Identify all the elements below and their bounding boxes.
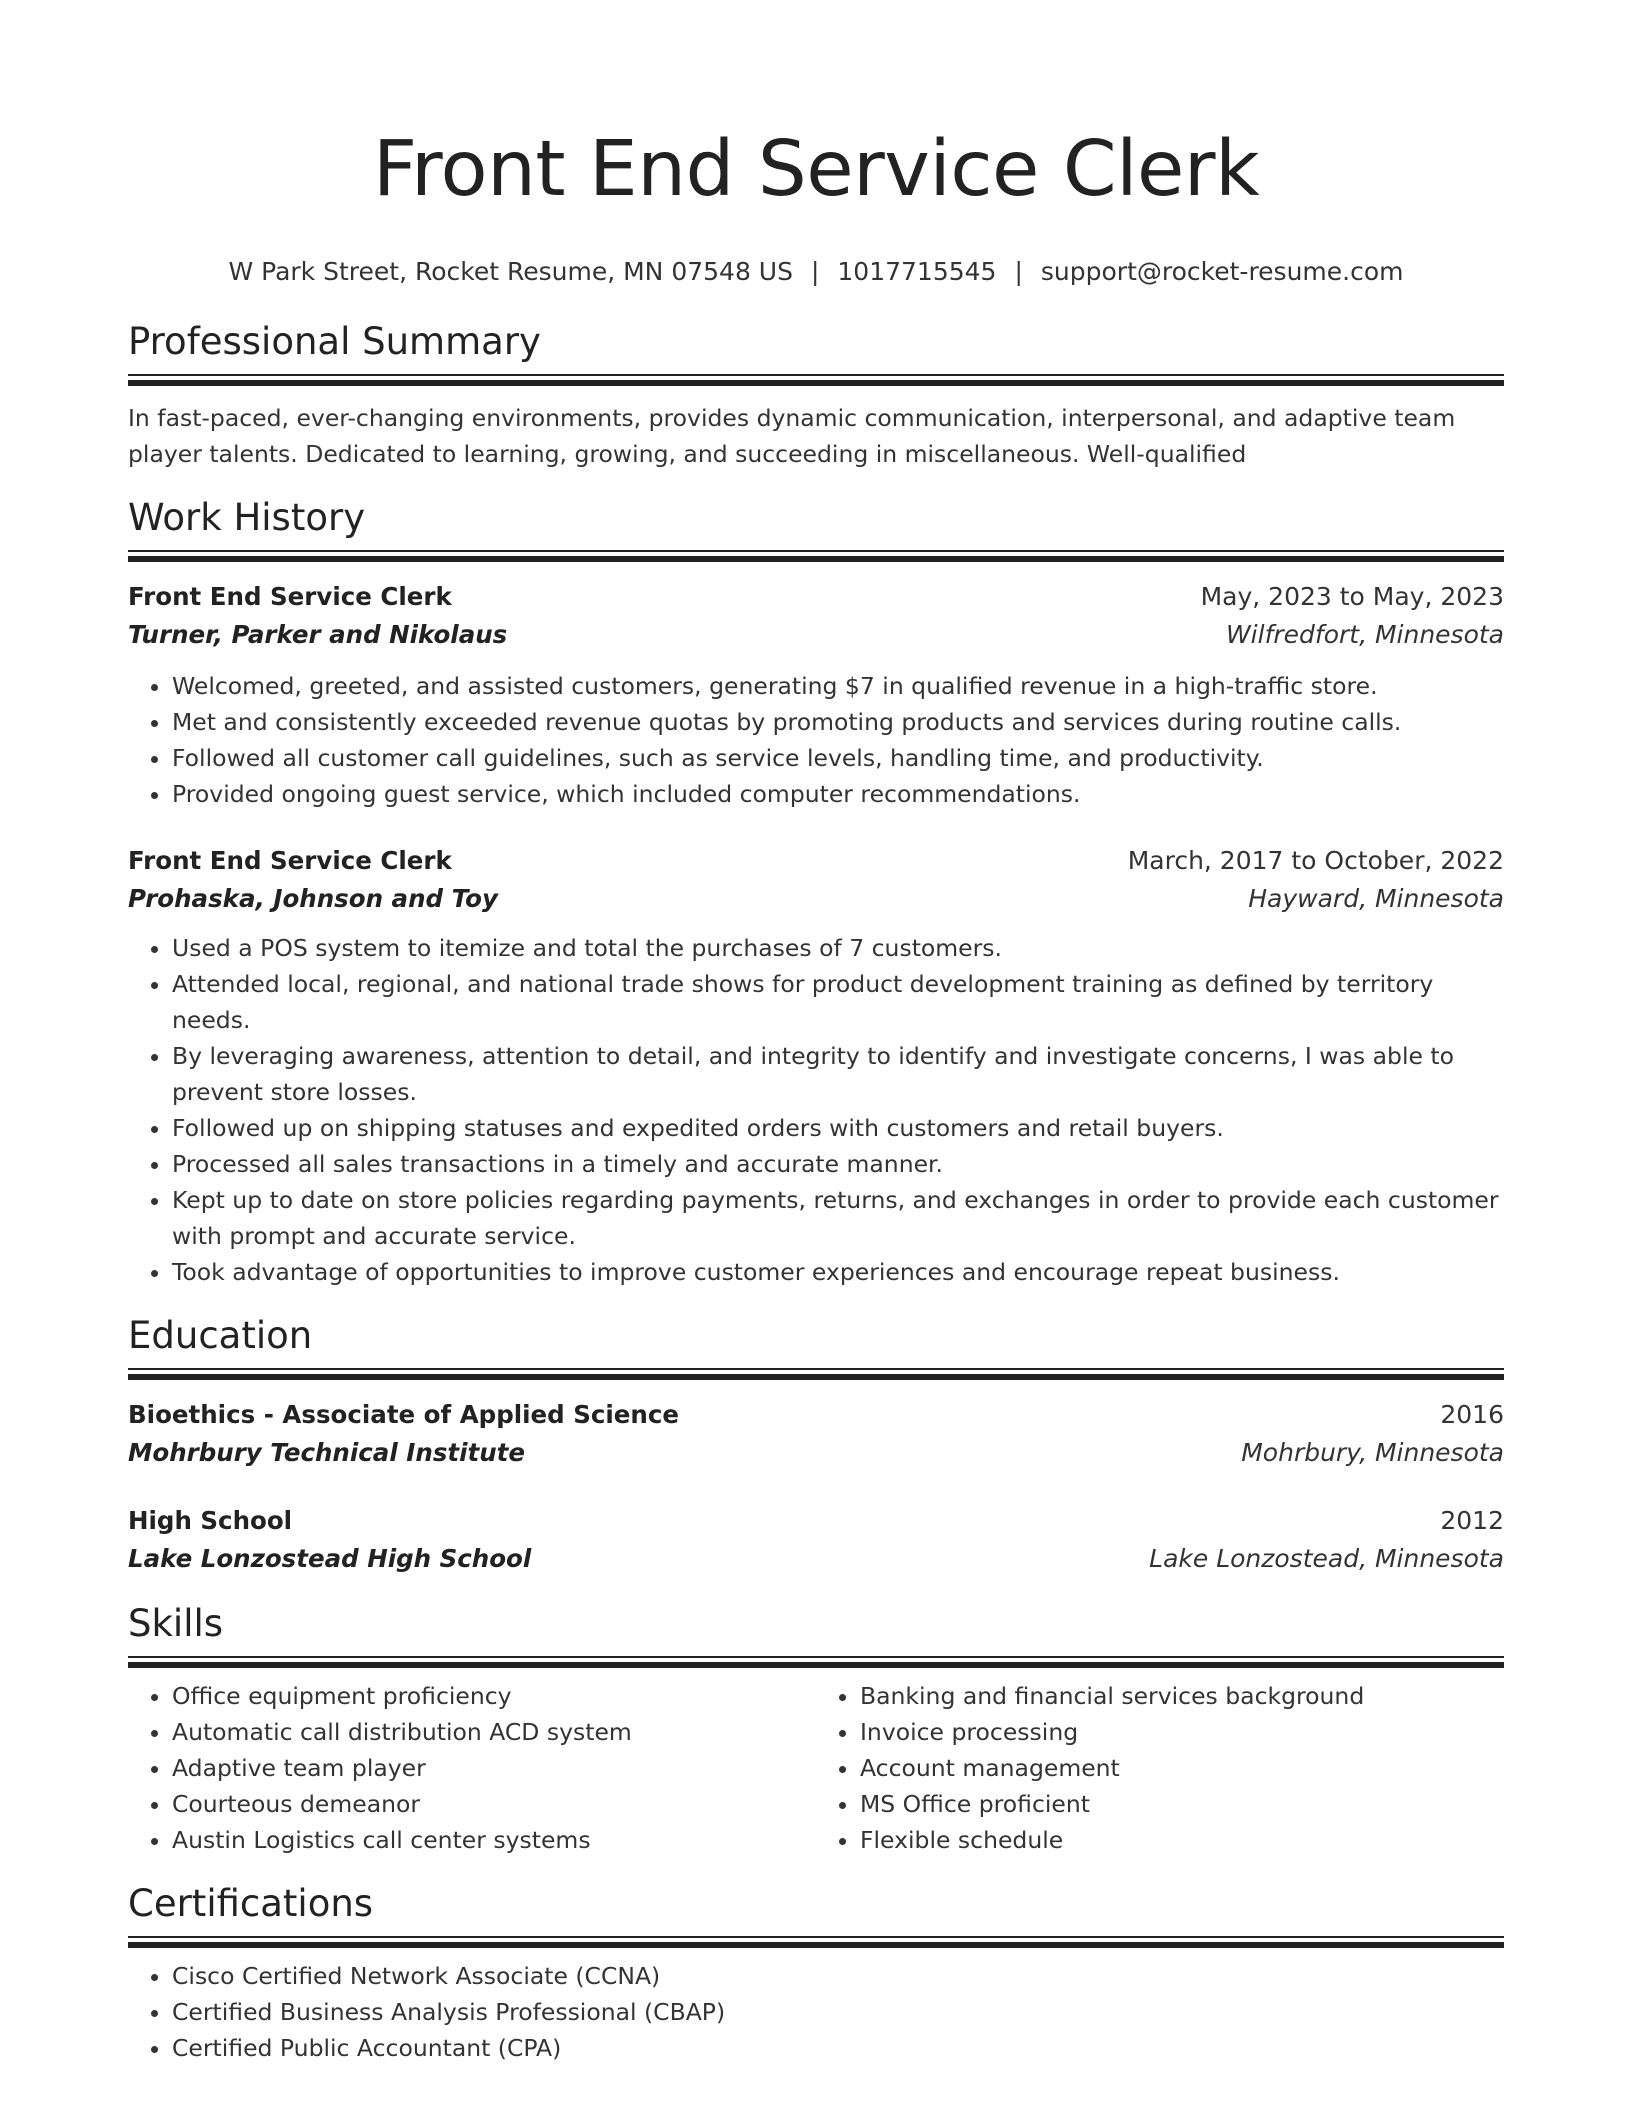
education-school-row bbox=[128, 1434, 1504, 1472]
job-bullet: • Followed up on shipping statuses and expedited orders with customers and retail buyers. bbox=[172, 1110, 1504, 1146]
job-location: Wilfredfort, Minnesota bbox=[1225, 620, 1504, 649]
skill-item: • Automatic call distribution ACD system bbox=[172, 1714, 816, 1750]
education-degree: High School bbox=[128, 1506, 293, 1535]
education-header-row bbox=[128, 1396, 1504, 1434]
job-bullet: • Used a POS system to itemize and total the purchases of 7 customers. bbox=[172, 930, 1504, 966]
section-title-education: Education bbox=[128, 1314, 313, 1357]
job-bullet: • By leveraging awareness, attention to detail, and integrity to identify and investigate concerns, I was able to prevent store losses. bbox=[172, 1038, 1504, 1110]
job-bullets bbox=[128, 930, 1504, 1290]
certification-item: • Certified Business Analysis Professional (CBAP) bbox=[172, 1994, 1504, 2030]
section-divider bbox=[128, 550, 1504, 562]
skill-item: • Austin Logistics call center systems bbox=[172, 1822, 816, 1858]
job-dates: May, 2023 to May, 2023 bbox=[1200, 582, 1504, 611]
job-bullet: • Kept up to date on store policies regarding payments, returns, and exchanges in order to provide each customer with prompt and accurate service. bbox=[172, 1182, 1504, 1254]
contact-separator: | bbox=[810, 257, 820, 286]
section-title-summary: Professional Summary bbox=[128, 320, 541, 363]
education-entry bbox=[128, 1502, 1504, 1578]
education-year: 2016 bbox=[1440, 1400, 1504, 1429]
job-header-row bbox=[128, 842, 1504, 880]
contact-separator: | bbox=[1014, 257, 1023, 286]
certifications-list bbox=[128, 1958, 1504, 2066]
summary-section bbox=[128, 318, 1504, 472]
section-title-certifications: Certifications bbox=[128, 1882, 374, 1925]
contact-address: W Park Street, Rocket Resume, MN 07548 US bbox=[228, 257, 793, 286]
job-dates: March, 2017 to October, 2022 bbox=[1127, 846, 1504, 875]
skills-list-right bbox=[816, 1678, 1504, 1858]
job-bullet: • Welcomed, greeted, and assisted customers, generating $7 in qualified revenue in a high-traffic store. bbox=[172, 668, 1504, 704]
job-bullet: • Met and consistently exceeded revenue quotas by promoting products and services during routine calls. bbox=[172, 704, 1504, 740]
certification-item: • Cisco Certified Network Associate (CCNA) bbox=[172, 1958, 1504, 1994]
job-bullet: • Took advantage of opportunities to improve customer experiences and encourage repeat business. bbox=[172, 1254, 1504, 1290]
summary-text: In fast-paced, ever-changing environments, provides dynamic communication, interpersonal, and adaptive team player talents. Dedicated to learning, growing, and succeeding in miscellaneous. Well-qualified bbox=[128, 404, 1456, 468]
education-school: Lake Lonzostead High School bbox=[128, 1544, 532, 1573]
education-school-row bbox=[128, 1540, 1504, 1578]
education-header-row bbox=[128, 1502, 1504, 1540]
job-company-row bbox=[128, 880, 1504, 918]
work-section bbox=[128, 494, 1504, 1290]
job-position: Front End Service Clerk bbox=[128, 582, 452, 611]
job-company: Prohaska, Johnson and Toy bbox=[128, 884, 498, 913]
job-bullet: • Provided ongoing guest service, which included computer recommendations. bbox=[172, 776, 1504, 812]
job-entry bbox=[128, 578, 1504, 812]
job-bullet: • Followed all customer call guidelines, such as service levels, handling time, and productivity. bbox=[172, 740, 1504, 776]
skills-section bbox=[128, 1600, 1504, 1858]
certification-item: • Certified Public Accountant (CPA) bbox=[172, 2030, 1504, 2066]
contact-email: support@rocket-resume.com bbox=[1040, 257, 1404, 286]
section-title-work: Work History bbox=[128, 496, 366, 539]
skill-item: • MS Office proficient bbox=[860, 1786, 1504, 1822]
skills-list-left bbox=[128, 1678, 816, 1858]
skill-item: • Invoice processing bbox=[860, 1714, 1504, 1750]
education-location: Mohrbury, Minnesota bbox=[1241, 1438, 1504, 1467]
education-section bbox=[128, 1312, 1504, 1578]
contact-phone: 1017715545 bbox=[837, 257, 997, 286]
section-divider bbox=[128, 1368, 1504, 1380]
job-position: Front End Service Clerk bbox=[128, 846, 452, 875]
skill-item: • Banking and financial services background bbox=[860, 1678, 1504, 1714]
skill-item: • Office equipment proficiency bbox=[172, 1678, 816, 1714]
section-title-skills: Skills bbox=[128, 1602, 224, 1645]
job-location: Hayward, Minnesota bbox=[1248, 884, 1504, 913]
education-year: 2012 bbox=[1440, 1506, 1504, 1535]
skill-item: • Courteous demeanor bbox=[172, 1786, 816, 1822]
skill-item: • Flexible schedule bbox=[860, 1822, 1504, 1858]
education-location: Lake Lonzostead, Minnesota bbox=[1149, 1544, 1504, 1573]
job-bullet: • Processed all sales transactions in a timely and accurate manner. bbox=[172, 1146, 1504, 1182]
job-company: Turner, Parker and Nikolaus bbox=[128, 620, 508, 649]
education-school: Mohrbury Technical Institute bbox=[128, 1438, 525, 1467]
job-company-row bbox=[128, 616, 1504, 654]
section-divider bbox=[128, 1936, 1504, 1948]
job-header-row bbox=[128, 578, 1504, 616]
section-divider bbox=[128, 374, 1504, 386]
skills-columns bbox=[128, 1678, 1504, 1858]
skill-item: • Adaptive team player bbox=[172, 1750, 816, 1786]
job-entry bbox=[128, 842, 1504, 1290]
contact-line bbox=[128, 254, 1504, 290]
skill-item: • Account management bbox=[860, 1750, 1504, 1786]
section-divider bbox=[128, 1656, 1504, 1668]
education-degree: Bioethics - Associate of Applied Science bbox=[128, 1400, 679, 1429]
certifications-section bbox=[128, 1880, 1504, 2066]
resume-name: Front End Service Clerk bbox=[372, 125, 1260, 214]
education-entry bbox=[128, 1396, 1504, 1472]
job-bullets bbox=[128, 668, 1504, 812]
job-bullet: • Attended local, regional, and national trade shows for product development training as defined by territory needs. bbox=[172, 966, 1504, 1038]
